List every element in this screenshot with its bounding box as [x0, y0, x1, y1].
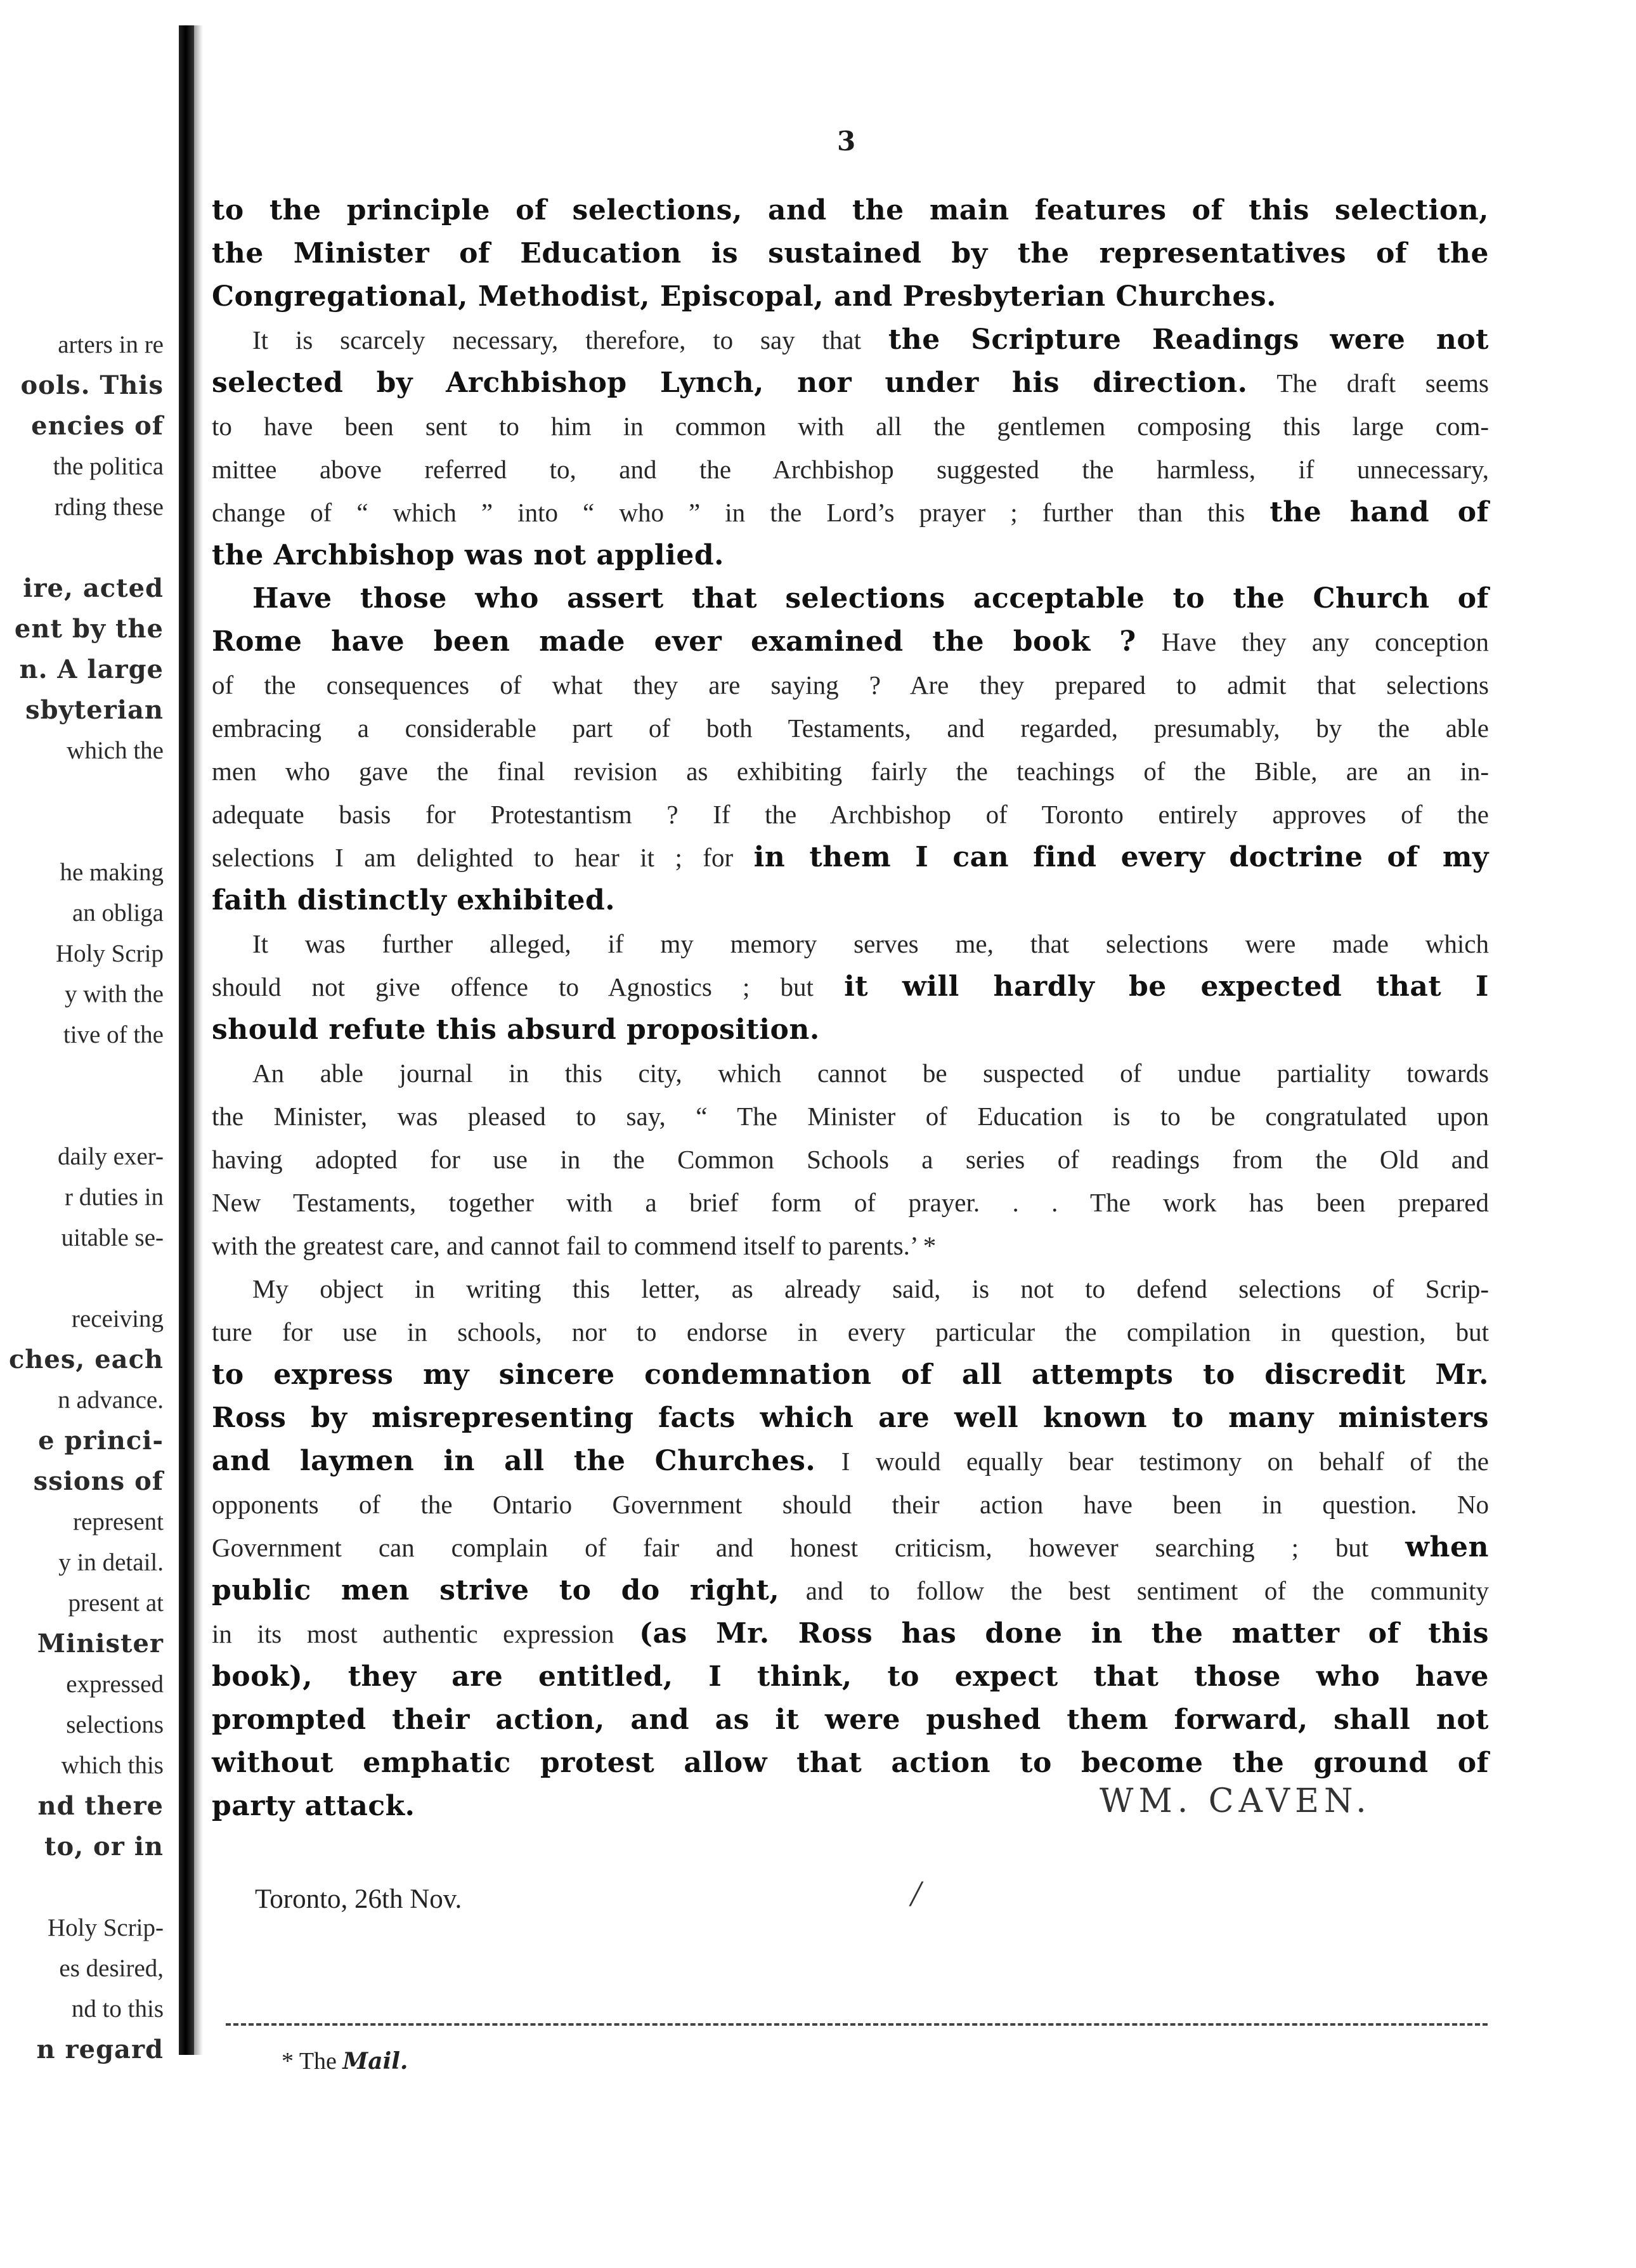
adjacent-column-line: Holy Scrip-	[47, 1914, 164, 1941]
text-line	[212, 1526, 1489, 1569]
text-line	[212, 922, 1489, 965]
emphasized-text: book), they are entitled, I think, to expect that those who have	[212, 1660, 1489, 1693]
body-text: change of “ which ” into “ who ” in the Lord’s prayer ; further than this	[212, 498, 1270, 527]
adjacent-column-line: ssions of	[33, 1466, 164, 1496]
text-line	[212, 1612, 1489, 1655]
adjacent-column-line: y in detail.	[58, 1549, 164, 1576]
body-text: My object in writing this letter, as already said, is not to defend selections of Scrip-	[252, 1274, 1489, 1303]
adjacent-column-line: the politica	[53, 453, 164, 480]
emphasized-text: public men strive to do right,	[212, 1574, 780, 1606]
text-line	[212, 1095, 1489, 1138]
adjacent-column-line: daily exer-	[57, 1143, 164, 1170]
body-text: mittee above referred to, and the Archbishop suggested the harmless, if unnecessary,	[212, 455, 1489, 484]
text-line	[212, 1267, 1489, 1310]
text-line	[212, 836, 1489, 879]
adjacent-column-line: nd to this	[71, 1995, 164, 2023]
emphasized-text: the Minister of Education is sustained by the representatives of the	[212, 237, 1489, 270]
body-text: It was further alleged, if my memory serves me, that selections were made which	[252, 929, 1489, 958]
text-line	[212, 1440, 1489, 1483]
text-line	[212, 1742, 1489, 1785]
body-text: The draft seems	[1247, 368, 1489, 398]
emphasized-text: selected by Archbishop Lynch, nor under his direction.	[212, 367, 1248, 399]
adjacent-column-line: present at	[68, 1589, 164, 1617]
adjacent-column-line: ire, acted	[23, 573, 164, 603]
adjacent-column-line: e princi-	[38, 1426, 164, 1456]
text-line	[212, 362, 1489, 405]
footnote	[282, 2047, 408, 2075]
emphasized-text: should refute this absurd proposition.	[212, 1013, 820, 1046]
page-number: 3	[837, 126, 856, 157]
adjacent-page-column	[0, 0, 172, 2268]
body-text: ture for use in schools, nor to endorse in every particular the compilation in question, but	[212, 1317, 1489, 1346]
adjacent-column-line: n. A large	[19, 655, 164, 684]
text-line	[212, 1569, 1489, 1612]
signature: WM. CAVEN.	[1100, 1782, 1372, 1820]
text-line	[212, 405, 1489, 448]
emphasized-text: the hand of	[1269, 496, 1489, 528]
text-line	[212, 577, 1489, 620]
emphasized-text: party attack.	[212, 1790, 415, 1822]
text-line	[212, 534, 1489, 577]
text-line	[212, 707, 1489, 750]
adjacent-column-line: to, or in	[44, 1832, 164, 1861]
adjacent-column-line: which this	[61, 1752, 164, 1779]
body-text: the Minister, was pleased to say, “ The Minister of Education is to be congratulated upon	[212, 1102, 1489, 1131]
body-text: adequate basis for Protestantism ? If the Archbishop of Toronto entirely approves of the	[212, 800, 1489, 829]
text-line	[212, 448, 1489, 491]
adjacent-column-line: es desired,	[59, 1955, 164, 1982]
text-line	[212, 879, 1489, 922]
footnote-source: Mail.	[342, 2048, 408, 2075]
body-text: with the greatest care, and cannot fail to commend itself to parents.’ *	[212, 1231, 937, 1260]
emphasized-text: Have those who assert that selections acceptable to the Church of	[252, 582, 1489, 615]
body-text: Government can complain of fair and honest criticism, however searching ; but	[212, 1533, 1406, 1562]
adjacent-column-line: uitable se-	[61, 1224, 164, 1251]
text-line	[212, 318, 1489, 362]
adjacent-column-line: an obliga	[72, 899, 164, 927]
emphasized-text: prompted their action, and as it were pushed them forward, shall not	[212, 1704, 1489, 1736]
body-text: in its most authentic expression	[212, 1619, 640, 1648]
emphasized-text: to express my sincere condemnation of all attempts to discredit Mr.	[212, 1359, 1489, 1391]
letter-body	[212, 189, 1489, 1828]
text-line	[212, 663, 1489, 707]
adjacent-column-line: tive of the	[63, 1021, 164, 1048]
adjacent-column-line: y with the	[65, 981, 164, 1008]
text-line	[212, 620, 1489, 663]
page-gutter	[179, 25, 194, 2055]
text-line	[212, 491, 1489, 534]
emphasized-text: (as Mr. Ross has done in the matter of this	[639, 1617, 1490, 1650]
footnote-marker: * The	[282, 2048, 343, 2075]
margin-mark: /	[911, 1873, 921, 1914]
text-line	[212, 275, 1489, 318]
text-line	[212, 1224, 1489, 1267]
text-line	[212, 1655, 1489, 1698]
body-text: It is scarcely necessary, therefore, to say that	[252, 325, 888, 355]
text-line	[212, 1698, 1489, 1742]
text-line	[212, 1008, 1489, 1052]
body-text: to have been sent to him in common with all the gentlemen composing this large com-	[212, 412, 1489, 441]
text-line	[212, 1181, 1489, 1224]
adjacent-column-line: Minister	[37, 1629, 164, 1659]
gutter-shadow	[194, 25, 203, 2055]
body-text: opponents of the Ontario Government should their action have been in question. No	[212, 1490, 1489, 1519]
text-line	[212, 1310, 1489, 1353]
adjacent-column-line: ches, each	[8, 1345, 164, 1374]
emphasized-text: Congregational, Methodist, Episcopal, and Presbyterian Churches.	[212, 280, 1276, 313]
text-line	[212, 1397, 1489, 1440]
adjacent-column-line: he making	[60, 859, 164, 886]
body-text: selections I am delighted to hear it ; for	[212, 843, 754, 872]
emphasized-text: in them I can find every doctrine of my	[753, 841, 1489, 873]
adjacent-column-line: n regard	[36, 2035, 164, 2064]
body-text: An able journal in this city, which cannot be suspected of undue partiality towards	[252, 1059, 1489, 1088]
text-line	[212, 793, 1489, 836]
body-text: should not give offence to Agnostics ; but	[212, 972, 845, 1001]
body-text: embracing a considerable part of both Testaments, and regarded, presumably, by the able	[212, 714, 1489, 743]
adjacent-column-line: rding these	[54, 493, 164, 521]
text-line	[212, 1138, 1489, 1181]
adjacent-column-line: receiving	[71, 1305, 164, 1333]
adjacent-column-line: represent	[73, 1508, 164, 1535]
text-line	[212, 1052, 1489, 1095]
text-line	[212, 189, 1489, 232]
body-text: Have they any conception	[1136, 627, 1489, 656]
emphasized-text: faith distinctly exhibited.	[212, 884, 616, 916]
emphasized-text: the Scripture Readings were not	[888, 323, 1489, 356]
adjacent-column-line: nd there	[37, 1791, 164, 1821]
footnote-divider	[226, 2023, 1488, 2026]
emphasized-text: when	[1405, 1531, 1489, 1563]
emphasized-text: the Archbishop was not applied.	[212, 539, 724, 571]
text-line	[212, 750, 1489, 793]
adjacent-column-line: encies of	[31, 411, 164, 441]
text-line	[212, 1353, 1489, 1397]
adjacent-column-line: Holy Scrip	[55, 940, 164, 967]
body-text: men who gave the final revision as exhibiting fairly the teachings of the Bible, are an in-	[212, 757, 1489, 786]
adjacent-column-line: sbyterian	[25, 695, 164, 725]
text-line	[212, 232, 1489, 275]
text-line	[212, 1483, 1489, 1526]
dateline: Toronto, 26th Nov.	[255, 1884, 462, 1914]
adjacent-column-line: which the	[67, 737, 164, 764]
adjacent-column-line: r duties in	[65, 1183, 164, 1211]
body-text: and to follow the best sentiment of the community	[779, 1576, 1490, 1605]
emphasized-text: and laymen in all the Churches.	[212, 1445, 816, 1477]
emphasized-text: to the principle of selections, and the main features of this selection,	[212, 194, 1489, 226]
emphasized-text: Rome have been made ever examined the book ?	[212, 625, 1136, 658]
body-text: I would equally bear testimony on behalf of the	[815, 1447, 1489, 1476]
text-line	[212, 965, 1489, 1008]
body-text: of the consequences of what they are saying ? Are they prepared to admit that selections	[212, 670, 1489, 700]
adjacent-column-line: arters in re	[58, 331, 164, 358]
emphasized-text: without emphatic protest allow that action to become the ground of	[212, 1747, 1489, 1779]
adjacent-column-line: n advance.	[58, 1386, 164, 1414]
body-text: having adopted for use in the Common Schools a series of readings from the Old and	[212, 1145, 1489, 1174]
emphasized-text: it will hardly be expected that I	[844, 970, 1489, 1003]
body-text: New Testaments, together with a brief form of prayer. . . The work has been prepared	[212, 1188, 1489, 1217]
adjacent-column-line: ent by the	[14, 614, 164, 644]
adjacent-column-line: expressed	[66, 1671, 164, 1698]
adjacent-column-line: ools. This	[20, 370, 164, 400]
adjacent-column-line: selections	[66, 1711, 164, 1738]
emphasized-text: Ross by misrepresenting facts which are well known to many ministers	[212, 1402, 1489, 1434]
